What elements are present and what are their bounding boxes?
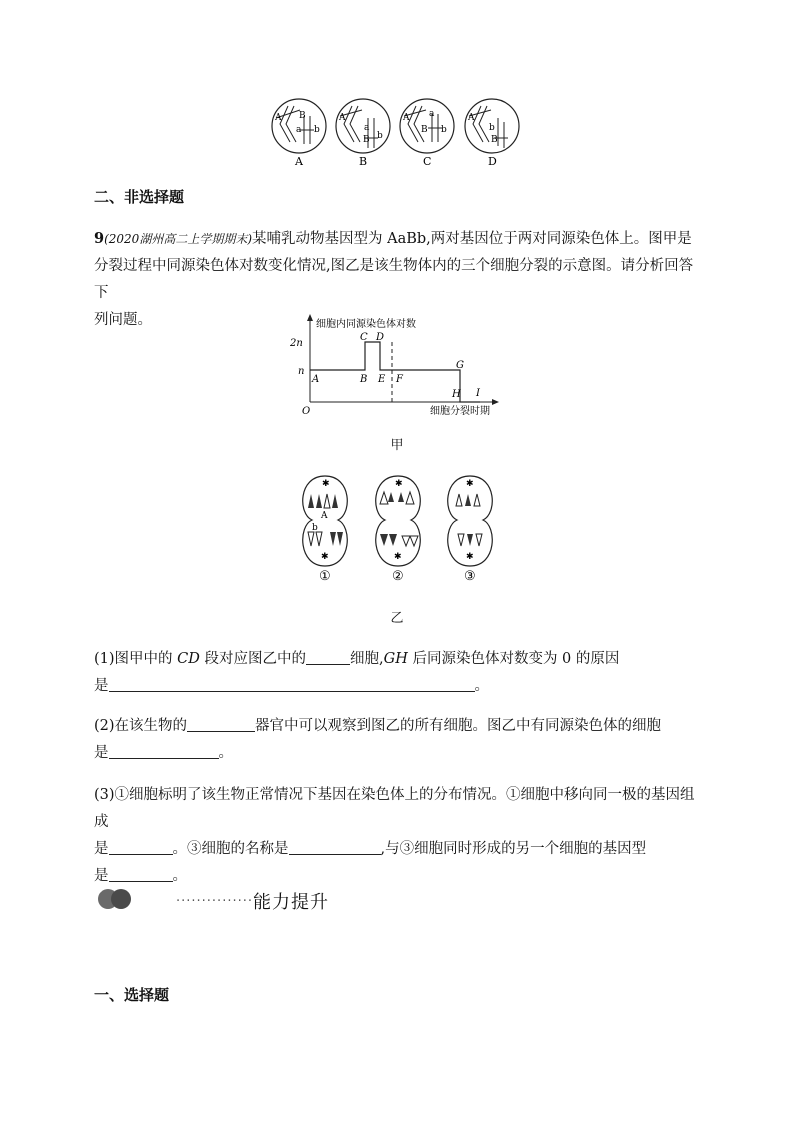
subquestion-3 [94,782,704,890]
q1-text: 。 [474,678,489,694]
point-label: G [456,360,464,371]
gene-label: A [339,113,346,123]
point-label: C [360,332,368,343]
point-label: H [452,389,461,400]
cell-label: ① [319,569,331,584]
option-b-cell [336,99,390,168]
gene-label: b [489,123,495,133]
banner-title: 能力提升 [253,892,329,913]
homolog-pairs-graph [290,312,510,417]
stem-line-3: 列问题。 [94,312,152,328]
answer-blank[interactable] [109,676,475,692]
gene-label: a [429,109,435,119]
answer-blank[interactable] [306,649,350,665]
q2-text: 是 [94,745,109,761]
question-source: (2020湖州高二上学期期末) [104,232,252,246]
cells-caption: 乙 [390,611,404,626]
q1-gh: GH [383,651,408,667]
q1-text: (1)图甲中的 [94,651,178,667]
answer-blank[interactable] [109,866,173,882]
gene-label: A [468,113,475,123]
dividing-cells-figure [290,474,506,586]
cell-1 [303,476,348,584]
y-axis-label: 细胞内同源染色体对数 [316,319,416,330]
option-d-cell [465,99,519,168]
svg-text:✱: ✱ [466,552,474,562]
q1-text: 是 [94,678,109,694]
gene-label: A [321,511,328,521]
banner-dots: ··············· [176,894,253,909]
q3-text: (3)①细胞标明了该生物正常情况下基因在染色体上的分布情况。①细胞中移向同一极的基因组成 [94,787,695,830]
point-label: F [396,374,403,385]
cell-3 [448,476,493,584]
option-a-cell [272,99,326,168]
q2-text: 器官中可以观察到图乙的所有细胞。图乙中有同源染色体的细胞 [255,718,662,734]
gene-label: b [312,523,318,533]
answer-blank[interactable] [109,743,219,759]
gene-label: B [421,125,428,135]
option-c-cell [400,99,454,168]
point-label: B [360,374,368,385]
subquestion-2 [94,713,704,767]
cell-2 [376,476,421,584]
q1-text: 段对应图乙中的 [199,651,306,667]
q3-text: 是 [94,841,109,857]
gene-label: A [275,113,282,123]
q1-text: 细胞, [350,651,384,667]
gene-label: B [363,135,370,145]
y-tick-2n: 2n [290,338,303,349]
cell-label: ② [392,569,404,584]
svg-text:✱: ✱ [395,479,403,489]
point-label: D [376,332,385,343]
gene-label: A [403,113,410,123]
q2-text: 。 [218,745,233,761]
svg-text:✱: ✱ [394,552,402,562]
gene-label: b [441,125,447,135]
option-label: A [295,155,303,168]
answer-blank[interactable] [289,839,381,855]
q3-text: 是 [94,868,109,884]
answer-blank[interactable] [187,716,255,732]
q3-text: 。③细胞的名称是 [172,841,289,857]
cell-label: ③ [464,569,476,584]
graph-caption: 甲 [390,438,404,453]
point-label: I [476,388,480,399]
stem-line-2: 分裂过程中同源染色体对数变化情况,图乙是该生物体内的三个细胞分裂的示意图。请分析回答下 [94,258,694,301]
point-label: E [378,374,386,385]
answer-blank[interactable] [109,839,173,855]
section-title-choice: 一、选择题 [94,986,170,1004]
gene-label: a [364,123,370,133]
option-label: B [359,155,368,168]
chromosome-options-figure [266,92,530,172]
option-label: C [423,155,432,168]
point-label: A [312,374,320,385]
y-tick-n: n [298,366,305,377]
origin-label: O [302,406,311,417]
gene-label: B [491,135,498,145]
gene-label: a [296,125,302,135]
q2-text: (2)在该生物的 [94,718,188,734]
x-axis-label: 细胞分裂时期 [430,406,490,417]
banner [176,888,329,914]
subquestion-1 [94,646,704,700]
question-number: 9 [94,230,105,247]
q3-text: 。 [172,868,187,884]
option-label: D [488,155,497,168]
q1-text: 后同源染色体对数变为 0 的原因 [407,651,620,667]
svg-text:✱: ✱ [321,552,329,562]
svg-text:✱: ✱ [322,479,330,489]
section-banner-icon [96,886,136,912]
gene-label: b [377,131,383,141]
q3-text: ,与③细胞同时形成的另一个细胞的基因型 [380,841,647,857]
gene-label: b [314,125,320,135]
section-title-nonchoice: 二、非选择题 [94,188,185,206]
gene-label: B [299,111,306,121]
stem-line-1: 某哺乳动物基因型为 AaBb,两对基因位于两对同源染色体上。图甲是 [252,231,692,247]
q1-cd: CD [177,651,200,667]
svg-text:✱: ✱ [466,479,474,489]
